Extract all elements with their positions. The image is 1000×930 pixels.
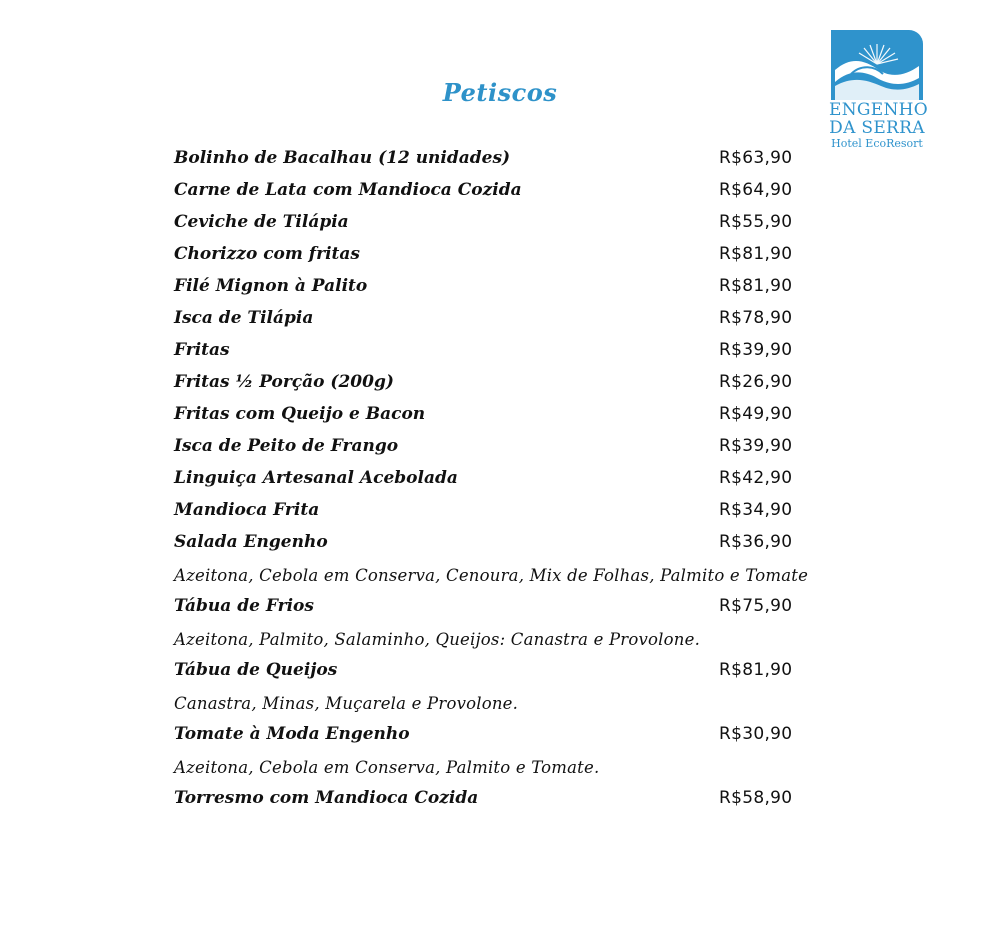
menu-item-price: R$64,90 bbox=[719, 180, 793, 200]
menu-item-price: R$36,90 bbox=[719, 532, 793, 552]
menu-item-price: R$39,90 bbox=[719, 340, 793, 360]
menu-item-price: R$63,90 bbox=[719, 148, 793, 168]
menu-item-name: Salada Engenho bbox=[174, 532, 328, 552]
menu-item-price: R$58,90 bbox=[719, 788, 793, 808]
menu-item-name: Tábua de Queijos bbox=[174, 660, 338, 680]
menu-item-price: R$26,90 bbox=[719, 372, 793, 392]
menu-list bbox=[174, 144, 854, 816]
menu-item bbox=[174, 432, 854, 464]
menu-item-name: Fritas ½ Porção (200g) bbox=[174, 372, 394, 392]
menu-item-description: Canastra, Minas, Muçarela e Provolone. bbox=[174, 694, 519, 713]
logo-name-line2: DA SERRA bbox=[829, 118, 925, 138]
menu-item bbox=[174, 336, 854, 368]
menu-item-name: Fritas com Queijo e Bacon bbox=[174, 404, 426, 424]
menu-item-name: Ceviche de Tilápia bbox=[174, 212, 349, 232]
menu-item-price: R$55,90 bbox=[719, 212, 793, 232]
menu-item-price: R$39,90 bbox=[719, 436, 793, 456]
menu-item bbox=[174, 464, 854, 496]
menu-item bbox=[174, 656, 854, 688]
menu-item-name: Torresmo com Mandioca Cozida bbox=[174, 788, 479, 808]
menu-item bbox=[174, 592, 854, 624]
menu-item-price: R$78,90 bbox=[719, 308, 793, 328]
menu-item bbox=[174, 720, 854, 752]
menu-item-price: R$34,90 bbox=[719, 500, 793, 520]
menu-item-price: R$81,90 bbox=[719, 244, 793, 264]
menu-item-price: R$81,90 bbox=[719, 276, 793, 296]
menu-item-price: R$49,90 bbox=[719, 404, 793, 424]
menu-item-name: Bolinho de Bacalhau (12 unidades) bbox=[174, 148, 511, 168]
menu-item-price: R$42,90 bbox=[719, 468, 793, 488]
menu-item bbox=[174, 528, 854, 560]
menu-item bbox=[174, 144, 854, 176]
menu-item bbox=[174, 368, 854, 400]
menu-item-price: R$30,90 bbox=[719, 724, 793, 744]
menu-item-name: Tábua de Frios bbox=[174, 596, 314, 616]
menu-item-price: R$81,90 bbox=[719, 660, 793, 680]
menu-item-name: Isca de Tilápia bbox=[174, 308, 314, 328]
menu-item bbox=[174, 176, 854, 208]
menu-item-description: Azeitona, Cebola em Conserva, Palmito e Tomate. bbox=[174, 758, 600, 777]
menu-item bbox=[174, 784, 854, 816]
menu-item bbox=[174, 400, 854, 432]
menu-item bbox=[174, 208, 854, 240]
menu-item bbox=[174, 304, 854, 336]
menu-item-description: Azeitona, Palmito, Salaminho, Queijos: Canastra e Provolone. bbox=[174, 630, 701, 649]
menu-title: Petiscos bbox=[442, 78, 558, 107]
menu-item bbox=[174, 272, 854, 304]
menu-item-description: Azeitona, Cebola em Conserva, Cenoura, Mix de Folhas, Palmito e Tomate bbox=[174, 566, 809, 585]
menu-item-name: Filé Mignon à Palito bbox=[174, 276, 368, 296]
logo-subtitle: Hotel EcoResort bbox=[831, 137, 923, 150]
menu-item-name: Mandioca Frita bbox=[174, 500, 320, 520]
logo-name-line1: ENGENHO bbox=[829, 100, 929, 120]
menu-item bbox=[174, 496, 854, 528]
menu-item-name: Fritas bbox=[174, 340, 230, 360]
menu-item-name: Linguiça Artesanal Acebolada bbox=[174, 468, 458, 488]
menu-item-name: Tomate à Moda Engenho bbox=[174, 724, 410, 744]
menu-item-name: Isca de Peito de Frango bbox=[174, 436, 399, 456]
menu-item-name: Carne de Lata com Mandioca Cozida bbox=[174, 180, 522, 200]
menu-item-price: R$75,90 bbox=[719, 596, 793, 616]
menu-item-name: Chorizzo com fritas bbox=[174, 244, 360, 264]
menu-item bbox=[174, 240, 854, 272]
